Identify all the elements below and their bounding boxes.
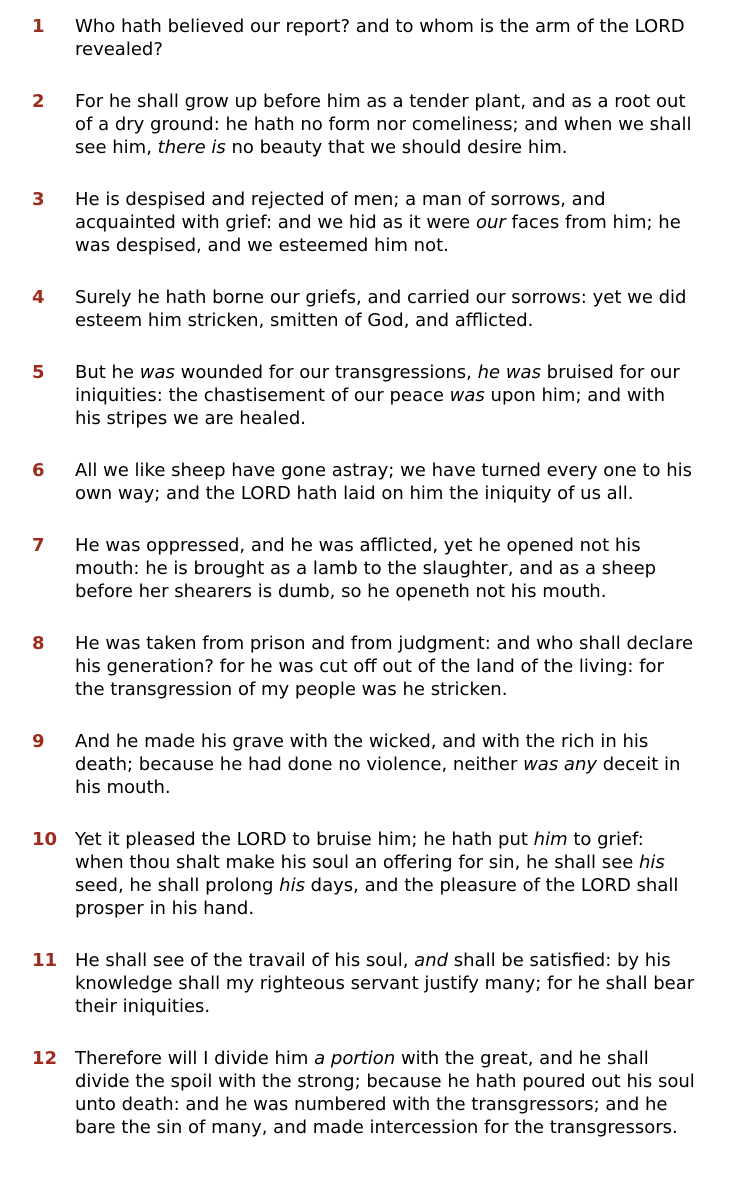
verse-text xyxy=(75,949,752,1018)
text-segment: He is despised and rejected of men; a man of sorrows, and acquainted with grief: and we hid as it were xyxy=(75,189,606,233)
text-segment: Who hath believed our report? and to whom is the arm of the LORD revealed? xyxy=(75,16,685,60)
verse-4 xyxy=(0,286,756,332)
verse-2 xyxy=(0,90,756,159)
verse-number: 5 xyxy=(32,362,45,383)
verse-text xyxy=(75,459,752,505)
verse-3 xyxy=(0,188,756,257)
text-segment: upon him; and with his stripes we are healed. xyxy=(75,385,666,429)
text-segment: He shall see of the travail of his soul, xyxy=(75,950,415,971)
verse-text xyxy=(75,534,752,603)
text-segment: Surely he hath borne our griefs, and carried our sorrows: yet we did esteem him stricken, smitten of God, and afflicted. xyxy=(75,287,687,331)
italic-text-segment: and xyxy=(414,950,449,971)
text-segment: to grief: when thou shalt make his soul an offering for sin, he shall see xyxy=(75,829,644,873)
verse-text xyxy=(75,361,752,430)
verse-5 xyxy=(0,361,756,430)
verse-number: 12 xyxy=(32,1048,58,1069)
text-segment: no beauty that we should desire him. xyxy=(225,137,568,158)
text-segment: shall be satisfied: by his knowledge shall my righteous servant justify many; for he shall bear their iniquities. xyxy=(75,950,695,1017)
verse-8 xyxy=(0,632,756,701)
verse-number: 10 xyxy=(32,829,58,850)
verse-number: 1 xyxy=(32,16,45,37)
verse-text xyxy=(75,632,752,701)
verse-9 xyxy=(0,730,756,799)
italic-text-segment: was xyxy=(449,385,485,406)
italic-text-segment: there is xyxy=(157,137,226,158)
verse-number: 7 xyxy=(32,535,45,556)
verse-number: 8 xyxy=(32,633,45,654)
text-segment: deceit in his mouth. xyxy=(75,754,681,798)
verse-number: 3 xyxy=(32,189,45,210)
verse-text xyxy=(75,188,752,257)
text-segment: He was taken from prison and from judgment: and who shall declare his generation? for he was cut off out of the land of the living: for the transgression of my people was he stricken. xyxy=(75,633,694,700)
italic-text-segment: him xyxy=(533,829,568,850)
verse-number: 6 xyxy=(32,460,45,481)
text-segment: All we like sheep have gone astray; we have turned every one to his own way; and the LORD hath laid on him the iniquity of us all. xyxy=(75,460,693,504)
verse-10 xyxy=(0,828,756,920)
verse-number: 2 xyxy=(32,91,45,112)
verse-text xyxy=(75,730,752,799)
text-segment: Therefore will I divide him xyxy=(75,1048,315,1069)
verse-text xyxy=(75,90,752,159)
verse-number: 4 xyxy=(32,287,45,308)
verse-12 xyxy=(0,1047,756,1139)
text-segment: faces from him; he was despised, and we esteemed him not. xyxy=(75,212,681,256)
text-segment: And he made his grave with the wicked, and with the rich in his death; because he had done no violence, neither xyxy=(75,731,649,775)
italic-text-segment: his xyxy=(279,875,305,896)
text-segment: Yet it pleased the LORD to bruise him; he hath put xyxy=(75,829,534,850)
italic-text-segment: he was xyxy=(477,362,541,383)
verse-1 xyxy=(0,15,756,61)
text-segment: bruised for our iniquities: the chastisement of our peace xyxy=(75,362,680,406)
italic-text-segment: our xyxy=(475,212,506,233)
text-segment: For he shall grow up before him as a tender plant, and as a root out of a dry ground: he hath no form nor comeliness; and when we shall see him, xyxy=(75,91,692,158)
verse-11 xyxy=(0,949,756,1018)
verse-6 xyxy=(0,459,756,505)
text-segment: seed, he shall prolong xyxy=(75,875,274,896)
italic-text-segment: was any xyxy=(523,754,598,775)
verse-text xyxy=(75,1047,752,1139)
text-segment: He was oppressed, and he was afflicted, yet he opened not his mouth: he is brought as a lamb to the slaughter, and as a sheep before her shearers is dumb, so he openeth not his mouth. xyxy=(75,535,657,602)
italic-text-segment: was xyxy=(139,362,175,383)
verse-text xyxy=(75,828,752,920)
italic-text-segment: a portion xyxy=(314,1048,396,1069)
text-segment: days, and the pleasure of the LORD shall prosper in his hand. xyxy=(75,875,679,919)
italic-text-segment: his xyxy=(639,852,665,873)
verse-7 xyxy=(0,534,756,603)
verse-number: 11 xyxy=(32,950,58,971)
verse-text xyxy=(75,15,752,61)
text-segment: wounded for our transgressions, xyxy=(174,362,478,383)
text-segment: But he xyxy=(75,362,140,383)
text-segment: with the great, and he shall divide the spoil with the strong; because he hath poured out his soul unto death: and he was numbered with the transgressors; and he bare the sin of many, and made intercession for the transgressors. xyxy=(75,1048,695,1138)
verse-text xyxy=(75,286,752,332)
verse-number: 9 xyxy=(32,731,45,752)
